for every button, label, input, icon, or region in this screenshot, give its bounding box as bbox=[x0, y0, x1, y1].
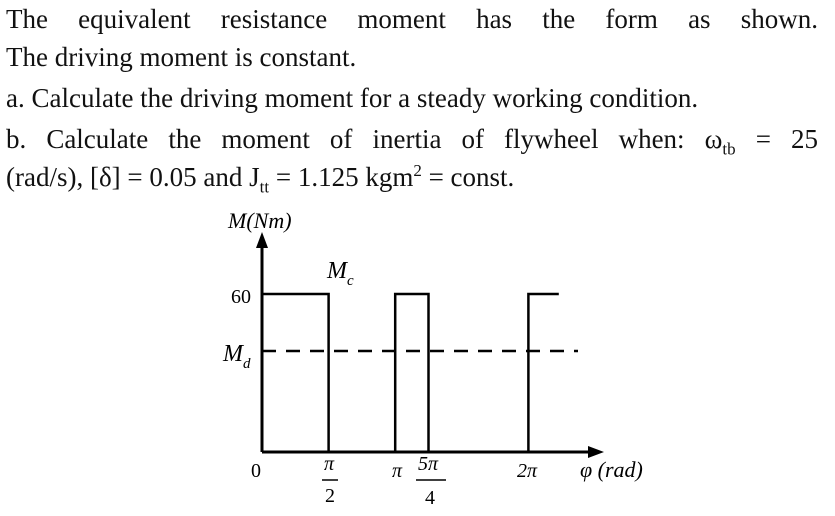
omega-subscript: tb bbox=[722, 139, 736, 159]
x-tick-5pi4-den: 4 bbox=[425, 487, 435, 509]
md-label-sub: d bbox=[243, 356, 251, 372]
part-a: a. Calculate the driving moment for a steady working condition. bbox=[6, 83, 699, 113]
intro-line-2: The driving moment is constant. bbox=[6, 42, 357, 72]
j-equation: = 1.125 kgm bbox=[269, 162, 414, 192]
x-tick-0: 0 bbox=[251, 460, 261, 482]
mc-label-main: M bbox=[327, 258, 347, 284]
y-axis-label: M(Nm) bbox=[228, 208, 292, 233]
y-tick-60: 60 bbox=[231, 286, 251, 308]
x-tick-5pi4-num: 5π bbox=[418, 453, 439, 475]
j-tail: = const. bbox=[421, 162, 515, 192]
j-subscript: tt bbox=[259, 177, 270, 197]
x-axis-label: φ (rad) bbox=[580, 457, 643, 482]
resistance-moment-line bbox=[262, 294, 559, 452]
part-b-text: b. Calculate the moment of inertia of flywheel when: ω bbox=[6, 124, 723, 154]
series-group bbox=[262, 294, 559, 452]
intro-line-1: The equivalent resistance moment has the form as shown. bbox=[6, 4, 818, 34]
j-superscript: 2 bbox=[413, 161, 422, 180]
x-tick-pi-half-num: π bbox=[324, 453, 335, 475]
md-label-main: M bbox=[223, 341, 243, 367]
y-axis-arrowhead bbox=[256, 232, 268, 248]
x-tick-pi-half-den: 2 bbox=[325, 485, 335, 507]
x-tick-2pi: 2π bbox=[517, 460, 538, 482]
part-b-line2-text: (rad/s), [δ] = 0.05 and J bbox=[6, 162, 260, 192]
md-label bbox=[222, 341, 251, 372]
x-tick-pi: π bbox=[392, 460, 403, 482]
omega-value: = 25 bbox=[735, 124, 818, 154]
mc-label-sub: c bbox=[347, 273, 354, 289]
mc-label bbox=[326, 258, 354, 289]
